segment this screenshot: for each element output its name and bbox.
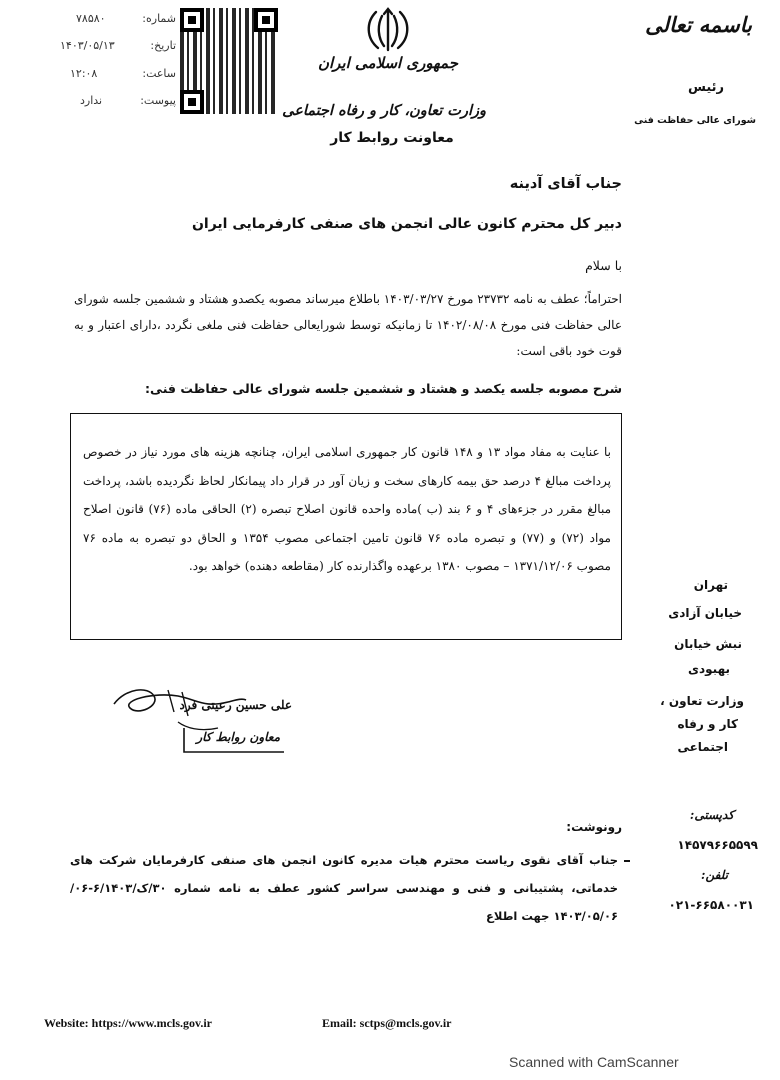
section-heading: شرح مصوبه جلسه یکصد و هشتاد و ششمین جلسه شورای عالی حفاظت فنی: bbox=[145, 381, 622, 396]
ministry-name: وزارت تعاون، کار و رفاه اجتماعی bbox=[282, 102, 486, 119]
footer-website[interactable]: Website: https://www.mcls.gov.ir bbox=[44, 1016, 212, 1030]
letter-date-row bbox=[56, 39, 176, 53]
greeting: با سلام bbox=[585, 258, 622, 273]
country-name: جمهوری اسلامی ایران bbox=[317, 54, 458, 72]
attachment-label: پیوست: bbox=[140, 94, 176, 107]
time-label: ساعت: bbox=[142, 67, 176, 80]
number-label: شماره: bbox=[142, 12, 176, 25]
address-line-behbudi: بهبودی bbox=[687, 662, 730, 676]
cc-label: رونوشت: bbox=[566, 820, 622, 834]
signatory-title: معاون روابط کار bbox=[196, 730, 280, 744]
intro-paragraph: احتراماً؛ عطف به نامه ۲۳۷۳۲ مورخ ۱۴۰۳/۰۳/۲۷ باطلاع میرساند مصوبه یکصدو هشتاد و ششمین جلسه شورای عالی حفاظت فنی مورخ ۱۴۰۲/۰۸/۰۸ تا زمانیکه توسط شورایعالی حفاظت فنی ملغی نگردد ،دارای اعتبار و به قوت خود باقی است: bbox=[74, 292, 623, 358]
postal-value: ۱۴۵۷۹۶۶۵۵۹۹ bbox=[677, 838, 758, 852]
letter-number-row bbox=[70, 12, 176, 26]
resolution-box bbox=[70, 413, 622, 640]
address-line-city: تهران bbox=[693, 578, 728, 592]
postal-label: کدپستی: bbox=[689, 808, 734, 822]
footer-email[interactable]: Email: sctps@mcls.gov.ir bbox=[322, 1016, 452, 1030]
number-value: ۷۸۵۸۰ bbox=[76, 12, 106, 25]
address-line-corner: نبش خیابان bbox=[674, 637, 742, 651]
phone-label: تلفن: bbox=[701, 868, 728, 882]
recipient-title: دبیر کل محترم کانون عالی انجمن های صنفی کارفرمایی ایران bbox=[191, 216, 622, 232]
phone-value: ۰۲۱-۶۶۵۸۰۰۳۱ bbox=[668, 898, 754, 912]
address-line-street: خیابان آزادی bbox=[668, 606, 742, 620]
cc-item: جناب آقای نقوی ریاست محترم هیات مدیره کانون انجمن های صنفی کارفرمایان شرکت های خدماتی، پشتیبانی و فنی و مهندسی سراسر کشور عطف به نامه شماره ۳۰/ک/۶/۱۴۰۳-۰۶/ ۱۴۰۳/۰۵/۰۶ جهت اطلاع bbox=[70, 853, 618, 923]
recipient-name: جناب آقای آدینه bbox=[509, 176, 622, 192]
letter-time-row bbox=[70, 67, 176, 81]
address-line-welfare: اجتماعی bbox=[677, 740, 728, 754]
iran-emblem-icon bbox=[362, 6, 414, 54]
scanner-watermark: Scanned with CamScanner bbox=[509, 1054, 679, 1070]
signatory-name: علی حسین رعیتی فرد bbox=[179, 698, 292, 712]
signature-bracket-icon bbox=[180, 724, 290, 758]
qr-code-icon bbox=[180, 8, 278, 114]
role-title: رئیس bbox=[687, 80, 724, 95]
attachment-row bbox=[70, 94, 176, 108]
time-value: ۱۲:۰۸ bbox=[70, 67, 98, 80]
date-label: تاریخ: bbox=[150, 39, 176, 52]
address-line-labor: کار و رفاه bbox=[677, 717, 738, 731]
invocation: باسمه تعالی bbox=[645, 12, 752, 37]
address-line-ministry: وزارت تعاون ، bbox=[660, 694, 744, 708]
cc-bullet-icon bbox=[624, 860, 630, 862]
attachment-value: ندارد bbox=[80, 94, 103, 107]
resolution-text: با عنایت به مفاد مواد ۱۳ و ۱۴۸ قانون کار جمهوری اسلامی ایران، چنانچه هزینه های مورد نیاز در خصوص پرداخت مبالغ ۴ درصد حق بیمه کارهای سخت و زیان آور در قرار داد پیمانکار لحاظ نگردیده باشد، پرداخت مبالغ مقرر در جزءهای ۴ و ۶ بند (ب )ماده واحده قانون اصلاح تبصره (۲) الحاقی ماده (۷۶) قانون اصلاح مواد (۷۲) و (۷۷) و تبصره ماده ۷۶ قانون تامین اجتماعی مصوب ۱۳۵۴ و الحاق دو تبصره به ماده ۷۶ مصوب ۱۳۷۱/۱۲/۰۶ – مصوب ۱۳۸۰ برعهده واگذارنده کار (مقاطعه دهنده) خواهد بود. bbox=[83, 445, 611, 573]
role-subtitle: شورای عالی حفاظت فنی bbox=[634, 115, 756, 126]
date-value: ۱۴۰۳/۰۵/۱۳ bbox=[60, 39, 115, 52]
department-name: معاونت روابط کار bbox=[330, 130, 454, 146]
